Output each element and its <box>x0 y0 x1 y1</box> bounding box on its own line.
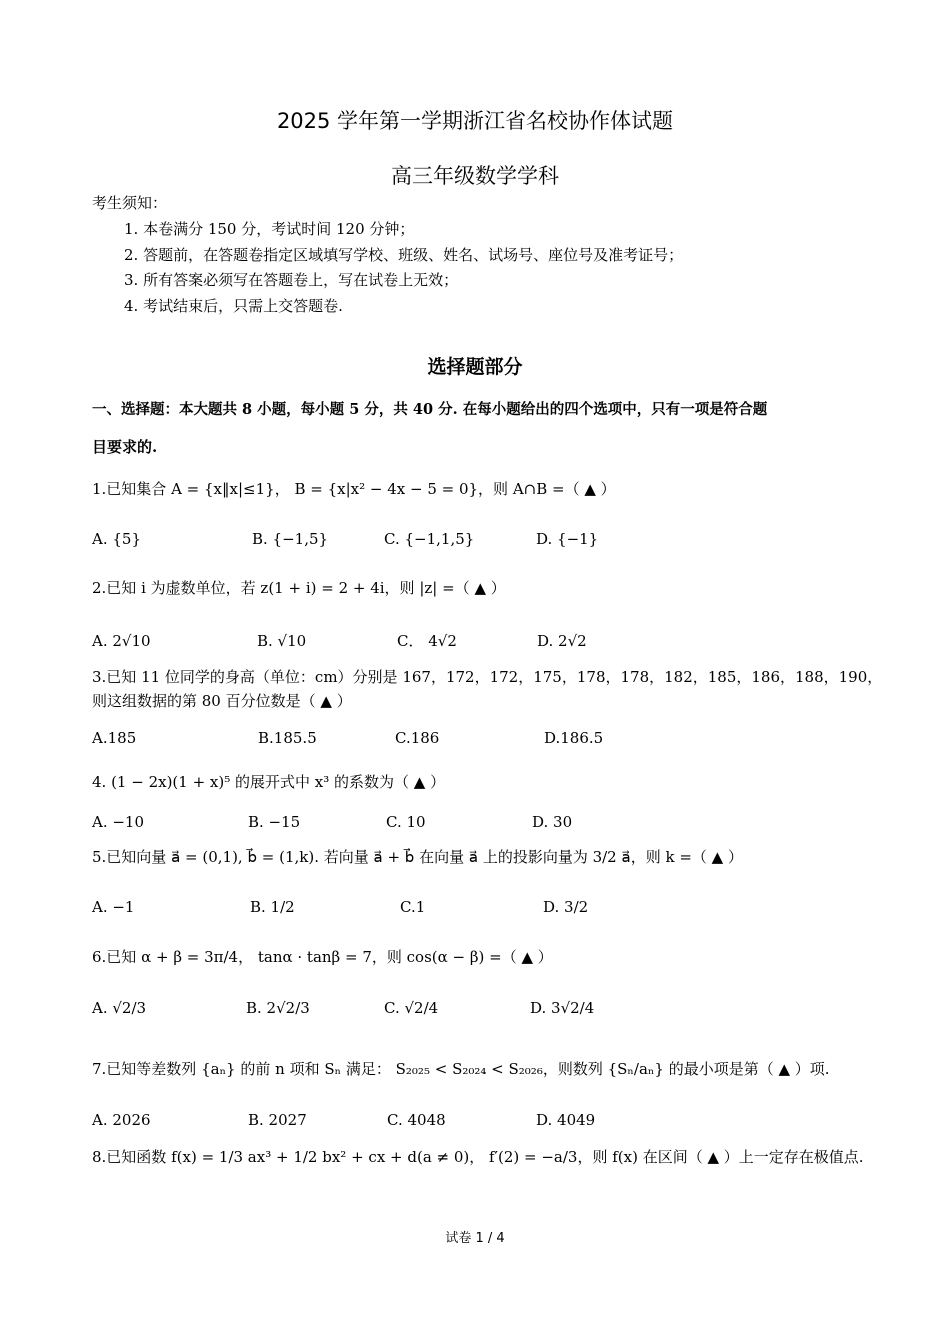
notice-heading: 考生须知： <box>92 194 168 212</box>
question-8-stem: 8.已知函数 f(x) = 1/3 ax³ + 1/2 bx² + cx + d(a ≠ 0)， f′(2) = −a/3，则 f(x) 在区间（ ▲ ）上一定存在极值点. <box>92 1148 864 1166</box>
question-5-option-d: D. 3/2 <box>543 898 589 916</box>
question-1-option-d: D. {−1} <box>536 530 599 548</box>
question-7-stem: 7.已知等差数列 {aₙ} 的前 n 项和 Sₙ 满足： S₂₀₂₅ < S₂₀₂₄ < S₂₀₂₆，则数列 {Sₙ/aₙ} 的最小项是第（ ▲ ）项. <box>92 1060 830 1078</box>
question-1-option-b: B. {−1,5} <box>252 530 329 548</box>
question-4-option-a: A. −10 <box>92 813 145 831</box>
question-4-stem: 4. (1 − 2x)(1 + x)⁵ 的展开式中 x³ 的系数为（ ▲ ） <box>92 773 446 791</box>
page-footer: 试卷 1 / 4 <box>445 1231 505 1246</box>
question-2-option-c: C． 4√2 <box>397 632 457 650</box>
section-intro-line2: 目要求的. <box>92 438 158 456</box>
question-3-stem: 3.已知 11 位同学的身高（单位：cm）分别是 167，172，172，175，178，178，182，185，186，188，190， <box>92 668 883 686</box>
question-3-option-d: D.186.5 <box>544 729 604 747</box>
question-6-option-a: A. √2/3 <box>92 999 147 1017</box>
question-3-option-a: A.185 <box>92 729 137 747</box>
question-5-option-c: C.1 <box>400 898 426 916</box>
question-4-option-c: C. 10 <box>386 813 426 831</box>
question-5-stem: 5.已知向量 a⃗ = (0,1), b⃗ = (1,k). 若向量 a⃗ + b⃗ 在向量 a⃗ 上的投影向量为 3/2 a⃗，则 k =（ ▲ ） <box>92 848 743 866</box>
section-title: 选择题部分 <box>427 356 523 378</box>
notice-item-3: 3. 所有答案必须写在答题卷上，写在试卷上无效； <box>124 271 459 289</box>
section-intro-line1: 一、选择题：本大题共 8 小题，每小题 5 分，共 40 分. 在每小题给出的四个选项中，只有一项是符合题 <box>92 401 768 418</box>
question-6-stem: 6.已知 α + β = 3π/4， tanα · tanβ = 7，则 cos(α − β) =（ ▲ ） <box>92 948 553 966</box>
question-7-option-b: B. 2027 <box>248 1111 307 1129</box>
question-6-option-d: D. 3√2/4 <box>530 999 595 1017</box>
question-3-option-c: C.186 <box>395 729 440 747</box>
notice-item-1: 1. 本卷满分 150 分，考试时间 120 分钟； <box>124 220 415 238</box>
exam-subtitle: 高三年级数学学科 <box>391 164 559 188</box>
question-7-option-d: D. 4049 <box>536 1111 596 1129</box>
question-2-option-a: A. 2√10 <box>92 632 151 650</box>
question-7-option-c: C. 4048 <box>387 1111 446 1129</box>
question-1-option-a: A. {5} <box>92 530 141 548</box>
question-1-stem: 1.已知集合 A = {x‖x|≤1}， B = {x|x² − 4x − 5 = 0}，则 A∩B =（ ▲ ） <box>92 480 616 498</box>
question-5-option-b: B. 1/2 <box>250 898 295 916</box>
question-6-option-c: C. √2/4 <box>384 999 439 1017</box>
exam-title: 2025 学年第一学期浙江省名校协作体试题 <box>276 109 674 133</box>
question-2-stem: 2.已知 i 为虚数单位，若 z(1 + i) = 2 + 4i，则 |z| =（ ▲ ） <box>92 579 506 597</box>
notice-item-4: 4. 考试结束后，只需上交答题卷. <box>124 297 343 315</box>
question-5-option-a: A. −1 <box>92 898 135 916</box>
question-7-option-a: A. 2026 <box>92 1111 151 1129</box>
notice-item-2: 2. 答题前，在答题卷指定区域填写学校、班级、姓名、试场号、座位号及准考证号； <box>124 246 684 264</box>
question-2-option-b: B. √10 <box>257 632 307 650</box>
question-2-option-d: D. 2√2 <box>537 632 587 650</box>
question-4-option-d: D. 30 <box>532 813 573 831</box>
question-4-option-b: B. −15 <box>248 813 301 831</box>
question-1-option-c: C. {−1,1,5} <box>384 530 475 548</box>
question-3-stem-line2: 则这组数据的第 80 百分位数是（ ▲ ） <box>92 692 352 710</box>
question-3-option-b: B.185.5 <box>258 729 317 747</box>
question-6-option-b: B. 2√2/3 <box>246 999 310 1017</box>
